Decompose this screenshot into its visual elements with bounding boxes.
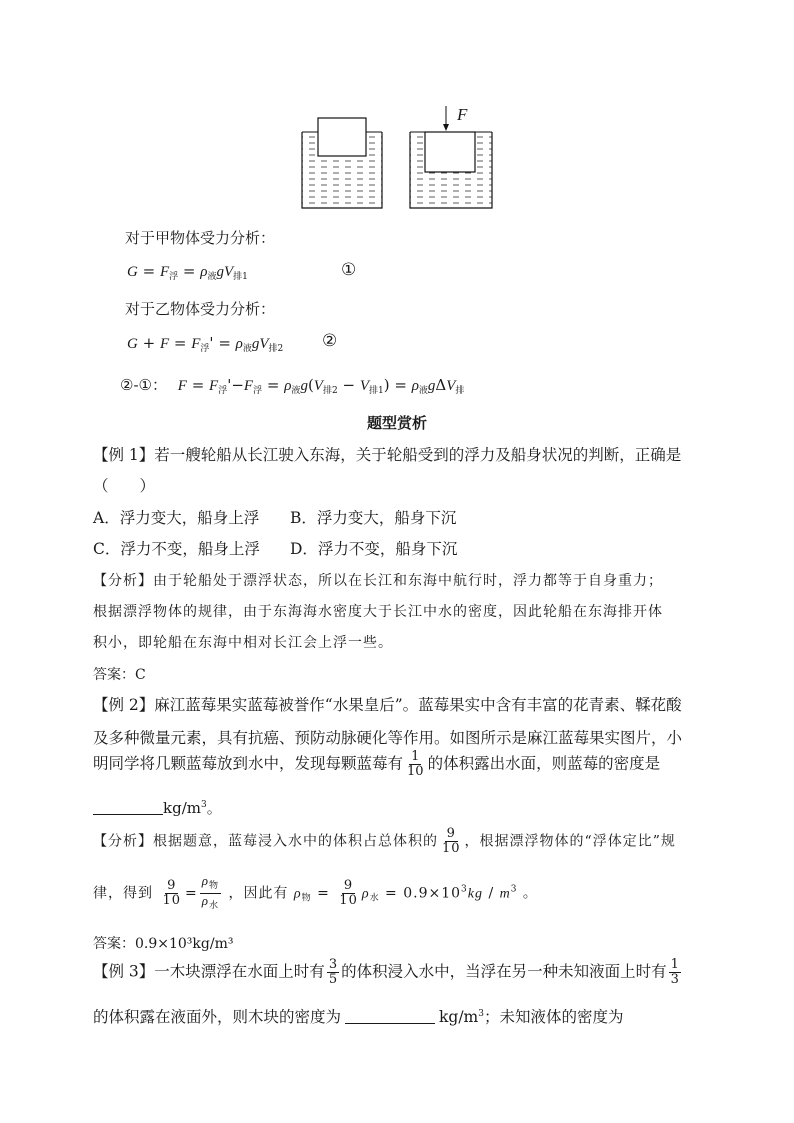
example-3-line-1: 【例 3】一木块漂浮在水面上时有 $\frac{3}{5}$ 的体积浸入水中，当浮在另一种未知液面上时有 $\frac{1}{3}$ <box>93 957 679 987</box>
example-1-analysis-2: 根据漂浮物体的规律，由于东海海水密度大于长江中水的密度，因此轮船在东海排开体 <box>93 604 663 620</box>
equation-1-marker: ① <box>341 260 357 280</box>
example-2-line-2: 及多种微量元素，具有抗癌、预防动脉硬化等作用。如图所示是麻江蓝莓果实图片，小 <box>93 729 683 747</box>
fraction-three-fifths: $\frac{3}{5}$ <box>328 957 338 987</box>
option-b: B．浮力变大，船身下沉 <box>290 509 457 527</box>
container-jia <box>302 118 382 208</box>
example-1-answer: 答案：C <box>93 667 146 683</box>
example-3-tag: 【例 3】 <box>93 962 155 981</box>
yi-analysis-label: 对于乙物体受力分析： <box>125 300 276 318</box>
example-2-analysis-1: 【分析】根据题意，蓝莓浸入水中的体积占总体积的 $\frac{9}{10}$ ，根据漂浮物体的“浮体定比”规 <box>93 826 676 856</box>
container-yi <box>410 106 492 208</box>
section-title: 题型赏析 <box>366 414 427 432</box>
equation-2: $G + F = F_浮' = \rho_液gV_{排2}$ <box>127 334 284 354</box>
example-1-analysis-1: 【分析】由于轮船处于漂浮状态，所以在长江和东海中航行时，浮力都等于自身重力； <box>93 573 663 589</box>
example-2-analysis-2: 律，得到 $\frac{9}{10}$ = $\frac{\rho_物}{\rho_水}$ ，因此有 $\rho_物$ = $\frac{9}{10}$ $\rho_水 = 0.9\times 10^3kg / m^3$ 。 <box>93 873 538 911</box>
fraction-one-third: $\frac{1}{3}$ <box>670 957 679 987</box>
answer-blank[interactable] <box>93 814 163 815</box>
example-1-paren: （ ） <box>93 477 156 495</box>
jia-analysis-label: 对于甲物体受力分析： <box>125 229 276 247</box>
equation-1: $G = F_浮 = \rho_液gV_{排1}$ <box>127 262 248 282</box>
answer-blank-density[interactable] <box>345 1023 435 1024</box>
equation-diff: ②-①： $F = F_浮'-F_浮 = \rho_液g(V_{排2} - V_{排1}) = \rho_液g\Delta V_排$ <box>120 376 465 396</box>
example-2-blank-line: $kg/m^3$。 <box>93 797 222 818</box>
example-3-line-2: 的体积露在液面外，则木块的密度为 $kg/m^3$；未知液体的密度为 <box>93 1008 624 1026</box>
buoyancy-figure <box>296 104 506 216</box>
block-yi <box>425 132 475 172</box>
example-2-line-3: 明同学将几颗蓝莓放到水中，发现每颗蓝莓有 $\frac{1}{10}$ 的体积露出水面，则蓝莓的密度是 <box>93 749 661 779</box>
example-1-question: 【例 1】若一艘轮船从长江驶入东海，关于轮船受到的浮力及船身状况的判断，正确是 <box>93 446 682 464</box>
diff-prefix: ②-①： <box>120 376 167 394</box>
fraction-one-tenth: $\frac{1}{10}$ <box>407 749 424 779</box>
example-2-tag: 【例 2】 <box>93 696 155 714</box>
example-1-analysis-3: 积小，即轮船在东海中相对长江会上浮一些。 <box>93 635 393 651</box>
option-c: C．浮力不变，船身上浮 <box>93 540 260 558</box>
option-d: D．浮力不变，船身下沉 <box>290 540 458 558</box>
example-2-answer: 答案：0.9×10³kg/m³ <box>93 936 234 952</box>
example-1-tag: 【例 1】 <box>93 446 155 464</box>
force-label: F <box>457 105 468 124</box>
example-2-line-1: 【例 2】麻江蓝莓果实蓝莓被誉作“水果皇后”。蓝莓果实中含有丰富的花青素、鞣花酸 <box>93 696 682 714</box>
block-jia <box>318 118 366 156</box>
equation-2-marker: ② <box>322 331 338 351</box>
fraction-nine-tenths: $\frac{9}{10}$ <box>442 826 461 856</box>
option-a: A．浮力变大，船身上浮 <box>93 509 260 527</box>
